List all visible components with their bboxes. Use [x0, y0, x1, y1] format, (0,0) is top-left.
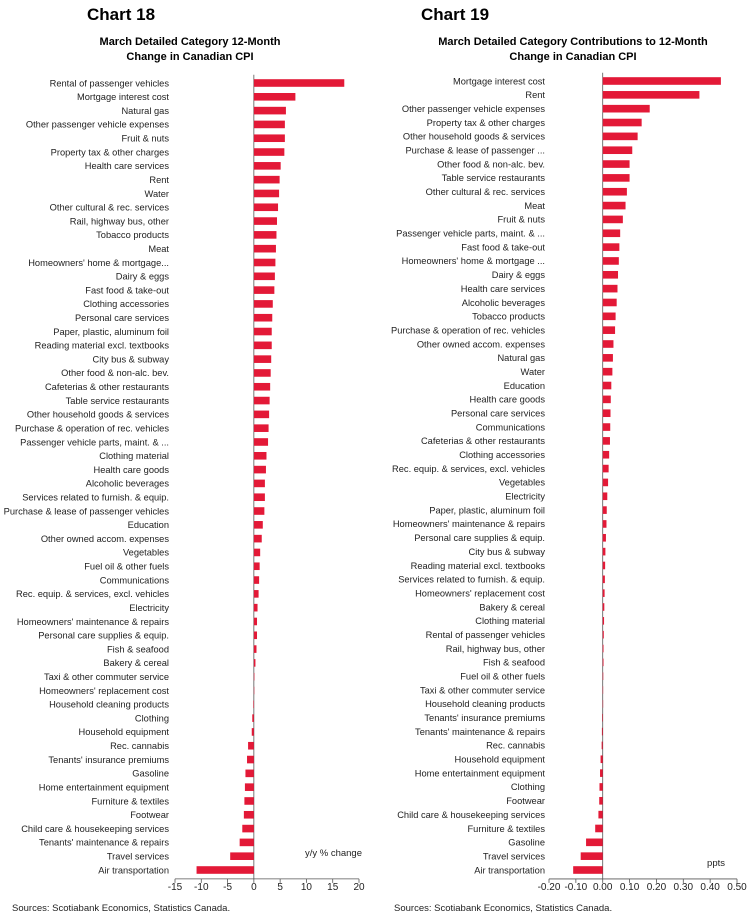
- chart19-bar: [603, 340, 614, 348]
- chart19-x-tick-label: 0.10: [619, 882, 640, 893]
- chart19-category-label: Clothing: [510, 782, 545, 793]
- chart18-category-label: Health care services: [84, 161, 169, 172]
- chart19-bar: [603, 492, 608, 500]
- chart19-bar: [602, 728, 603, 736]
- chart19-category-label: Homeowners' replacement cost: [415, 588, 545, 599]
- chart18-category-label: Education: [127, 520, 169, 531]
- chart19-bar: [603, 119, 642, 127]
- chart18-bar: [254, 203, 278, 211]
- chart19-bar: [603, 174, 630, 182]
- chart18-category-label: Other passenger vehicle expenses: [25, 119, 169, 130]
- chart19-bar: [599, 797, 602, 805]
- chart18-category-label: Fish & seafood: [106, 644, 169, 655]
- chart18-bar: [230, 852, 254, 860]
- chart19-category-label: Household equipment: [454, 754, 545, 765]
- chart19-bar: [602, 714, 603, 722]
- chart18-category-label: Meat: [148, 243, 169, 254]
- chart19-category-label: Household cleaning products: [425, 699, 545, 710]
- chart19-bar: [603, 216, 623, 224]
- chart18-bar: [254, 176, 280, 184]
- chart18-bar: [254, 134, 285, 142]
- chart18-bar: [245, 783, 254, 791]
- chart18-bar: [254, 355, 271, 363]
- chart19-x-tick-label: 0.00: [592, 882, 613, 893]
- chart18-bar: [253, 701, 254, 709]
- chart19-category-label: Home entertainment equipment: [414, 768, 545, 779]
- chart18-category-label: Rail, highway bus, other: [69, 216, 169, 227]
- chart18-bar: [254, 424, 269, 432]
- chart18-bar: [254, 535, 262, 543]
- chart18-category-label: Table service restaurants: [65, 395, 169, 406]
- chart19-bar: [603, 631, 604, 639]
- chart18-category-label: Tenants' insurance premiums: [48, 754, 169, 765]
- chart19-bar: [603, 91, 700, 99]
- chart18-bar: [254, 521, 263, 529]
- chart18-category-label: Fruit & nuts: [121, 133, 169, 144]
- chart18-category-label: Tenants' maintenance & repairs: [39, 837, 169, 848]
- chart19-bar: [599, 783, 602, 791]
- chart19-category-label: Mortgage interest cost: [453, 76, 545, 87]
- chart19-category-label: Tobacco products: [472, 311, 545, 322]
- chart19-title-line2: Change in Canadian CPI: [509, 51, 637, 63]
- chart18-category-label: Cafeterias & other restaurants: [44, 382, 169, 393]
- chart19-category-label: Rail, highway bus, other: [445, 643, 545, 654]
- chart18-category-label: Homeowners' home & mortgage...: [28, 257, 169, 268]
- chart19-category-label: Reading material excl. textbooks: [410, 560, 545, 571]
- chart19-category-label: Fuel oil & other fuels: [460, 671, 545, 682]
- chart18-category-label: Furniture & textiles: [91, 796, 169, 807]
- chart19-bar: [603, 229, 620, 237]
- chart18-x-tick-label: -5: [223, 882, 233, 893]
- chart18-category-label: Fast food & take-out: [85, 285, 169, 296]
- chart19-bar: [603, 382, 612, 390]
- chart18-category-label: Household equipment: [78, 727, 169, 738]
- chart18-category-label: Rental of passenger vehicles: [49, 78, 169, 89]
- chart18-bar: [254, 328, 272, 336]
- chart18-category-label: City bus & subway: [92, 354, 169, 365]
- chart19-heading: Chart 19: [421, 5, 490, 24]
- chart19-category-label: Alcoholic beverages: [461, 297, 545, 308]
- chart18-bar: [242, 825, 254, 833]
- chart18-unit-label: y/y % change: [304, 848, 362, 859]
- chart19-category-label: Furniture & textiles: [467, 823, 545, 834]
- chart19-category-label: Bakery & cereal: [479, 602, 545, 613]
- chart19-bar: [603, 243, 620, 251]
- chart19-bar: [603, 465, 609, 473]
- chart18-bar: [240, 839, 254, 847]
- chart19-bar: [603, 396, 611, 404]
- chart18-category-label: Services related to furnish. & equip.: [22, 492, 169, 503]
- chart19-category-label: Personal care supplies & equip.: [414, 533, 545, 544]
- chart19-category-label: Table service restaurants: [441, 173, 545, 184]
- chart18-bar: [254, 190, 279, 198]
- chart18-category-label: Household cleaning products: [49, 699, 169, 710]
- chart18-bar: [254, 121, 285, 129]
- chart19-category-label: Other owned accom. expenses: [416, 339, 545, 350]
- chart19-bar: [603, 451, 609, 459]
- chart18-category-label: Reading material excl. textbooks: [34, 340, 169, 351]
- chart19-bar: [603, 77, 721, 85]
- chart18-bar: [244, 811, 254, 819]
- chart19-category-label: Vegetables: [498, 477, 545, 488]
- chart19-bar: [603, 562, 605, 570]
- chart19-bar: [603, 576, 605, 584]
- chart18-category-label: Rec. equip. & services, excl. vehicles: [16, 589, 169, 600]
- chart19-unit-label: ppts: [707, 858, 725, 869]
- chart18-bar: [254, 162, 281, 170]
- chart19-bar: [603, 520, 607, 528]
- chart19-bar: [603, 589, 605, 597]
- chart19-bar: [581, 852, 603, 860]
- chart18-category-label: Property tax & other charges: [50, 147, 169, 158]
- chart19-bar: [603, 146, 633, 154]
- chart19-bar: [603, 354, 613, 362]
- chart19-category-label: Water: [520, 366, 545, 377]
- chart18-category-label: Electricity: [129, 602, 169, 613]
- chart18-bar: [254, 79, 344, 87]
- chart19-bar: [603, 672, 604, 680]
- chart19-category-label: Rental of passenger vehicles: [425, 629, 545, 640]
- chart18-bar: [254, 411, 269, 419]
- chart19-bar: [573, 866, 603, 874]
- chart19-category-label: Electricity: [505, 491, 545, 502]
- chart19-category-label: Purchase & operation of rec. vehicles: [391, 325, 545, 336]
- chart18-bar: [254, 107, 286, 115]
- chart19-category-label: Property tax & other charges: [426, 117, 545, 128]
- chart18-category-label: Water: [144, 188, 169, 199]
- chart18-bar: [252, 728, 254, 736]
- chart19-bar: [603, 299, 617, 307]
- chart18-bar: [254, 466, 266, 474]
- chart18-x-tick-label: 20: [353, 882, 365, 893]
- chart19-category-label: Fruit & nuts: [497, 214, 545, 225]
- chart19-category-label: Gasoline: [508, 837, 545, 848]
- chart18-bar: [254, 245, 276, 253]
- chart19-bar: [603, 285, 618, 293]
- chart18-bar: [254, 93, 296, 101]
- chart18-category-label: Communications: [99, 575, 169, 586]
- chart19-x-tick-label: 0.50: [727, 882, 747, 893]
- chart19-x-tick-label: 0.40: [700, 882, 720, 893]
- chart19-bar: [595, 825, 603, 833]
- chart19-category-label: Purchase & lease of passenger ...: [405, 145, 545, 156]
- chart18-category-label: Other food & non-alc. bev.: [61, 368, 169, 379]
- chart18-bar: [254, 645, 257, 653]
- chart19-category-label: Education: [503, 380, 545, 391]
- chart19-category-label: Clothing accessories: [459, 450, 545, 461]
- chart18-bar: [248, 742, 254, 750]
- chart18-category-label: Gasoline: [132, 768, 169, 779]
- chart18-category-label: Personal care services: [74, 313, 169, 324]
- chart19-category-label: Services related to furnish. & equip.: [398, 574, 545, 585]
- chart19-category-label: Other food & non-alc. bev.: [437, 159, 545, 170]
- chart18-bar: [254, 549, 260, 557]
- chart19-category-label: Passenger vehicle parts, maint. & ...: [396, 228, 545, 239]
- chart19-category-label: Homeowners' maintenance & repairs: [392, 519, 545, 530]
- chart18-category-label: Child care & housekeeping services: [21, 823, 169, 834]
- chart19-category-label: Rec. equip. & services, excl. vehicles: [392, 463, 545, 474]
- chart19-category-label: Meat: [524, 200, 545, 211]
- chart19-category-label: Taxi & other commuter service: [419, 685, 545, 696]
- chart19-bar: [603, 409, 611, 417]
- chart18-category-label: Rec. cannabis: [110, 741, 169, 752]
- chart19-category-label: Personal care services: [450, 408, 545, 419]
- chart19-bar: [603, 188, 627, 196]
- chart18-category-label: Dairy & eggs: [115, 271, 169, 282]
- chart18-bar: [254, 493, 265, 501]
- chart18-category-label: Mortgage interest cost: [77, 92, 169, 103]
- chart19-category-label: Clothing material: [475, 616, 545, 627]
- chart19-category-label: Tenants' insurance premiums: [424, 713, 545, 724]
- chart18-bar: [254, 576, 259, 584]
- chart19-title-line1: March Detailed Category Contributions to 12-Month: [438, 36, 708, 48]
- chart18-bar: [254, 659, 256, 667]
- chart18-bar: [254, 590, 259, 598]
- chart18-category-label: Clothing: [134, 713, 169, 724]
- chart19-category-label: Natural gas: [497, 353, 545, 364]
- chart18-bar: [254, 480, 265, 488]
- chart19-category-label: Other cultural & rec. services: [425, 187, 545, 198]
- chart19-category-label: Other household goods & services: [402, 131, 545, 142]
- chart18-bar: [254, 507, 265, 515]
- chart19-bar: [601, 755, 603, 763]
- chart19-category-label: Communications: [475, 422, 545, 433]
- chart19-bar: [603, 659, 604, 667]
- chart19-bar: [603, 603, 605, 611]
- chart19-category-label: Tenants' maintenance & repairs: [415, 726, 545, 737]
- chart19-bar: [586, 839, 603, 847]
- chart18-category-label: Purchase & operation of rec. vehicles: [15, 423, 169, 434]
- chart18-bar: [254, 562, 260, 570]
- chart18-bar: [245, 770, 253, 778]
- chart18-bar: [247, 756, 254, 764]
- chart18-bar: [254, 604, 258, 612]
- chart19-bar: [603, 617, 604, 625]
- chart19-category-label: Rent: [525, 90, 545, 101]
- chart18-category-label: Rent: [149, 174, 169, 185]
- chart18-bar: [254, 259, 276, 267]
- chart18-bar: [254, 673, 255, 681]
- chart19-category-label: Travel services: [482, 851, 545, 862]
- chart19-bar: [603, 506, 607, 514]
- chart18-x-tick-label: 10: [300, 882, 312, 893]
- chart18-category-label: Purchase & lease of passenger vehicles: [3, 506, 169, 517]
- chart19-bar: [603, 202, 626, 210]
- chart19-category-label: Dairy & eggs: [491, 270, 545, 281]
- chart19-bar: [603, 548, 606, 556]
- chart19-x-tick-label: -0.10: [564, 882, 588, 893]
- chart19-category-label: Air transportation: [474, 865, 545, 876]
- chart18-title-line1: March Detailed Category 12-Month: [99, 36, 281, 48]
- chart18-category-label: Home entertainment equipment: [38, 782, 169, 793]
- chart19-bar: [603, 271, 618, 279]
- chart19-bar: [603, 160, 630, 168]
- chart18-category-label: Alcoholic beverages: [85, 478, 169, 489]
- chart18-bar: [197, 866, 254, 874]
- chart18-category-label: Other household goods & services: [26, 409, 169, 420]
- chart19-category-label: Other passenger vehicle expenses: [401, 103, 545, 114]
- chart18-category-label: Bakery & cereal: [103, 658, 169, 669]
- chart19-category-label: Health care goods: [469, 394, 545, 405]
- chart18-bar: [244, 797, 253, 805]
- chart18-x-tick-label: 0: [251, 882, 257, 893]
- chart19-category-label: Cafeterias & other restaurants: [420, 436, 545, 447]
- chart19-bar: [603, 368, 613, 376]
- chart19-category-label: Child care & housekeeping services: [397, 809, 545, 820]
- chart19-bar: [600, 769, 603, 777]
- chart19-category-label: Fast food & take-out: [461, 242, 545, 253]
- chart18-bar: [254, 148, 284, 156]
- chart19-category-label: Homeowners' home & mortgage ...: [401, 256, 545, 267]
- chart18-bar: [254, 631, 257, 639]
- chart19-x-tick-label: -0.20: [537, 882, 561, 893]
- chart19-bar: [603, 257, 619, 265]
- chart19-bar: [603, 313, 616, 321]
- chart18-category-label: Clothing material: [99, 451, 169, 462]
- chart19-bar: [603, 645, 604, 653]
- chart18-bar: [254, 231, 277, 239]
- chart18-x-tick-label: -10: [194, 882, 209, 893]
- chart18-x-tick-label: 5: [277, 882, 283, 893]
- chart18-category-label: Taxi & other commuter service: [43, 672, 169, 683]
- chart18-category-label: Natural gas: [121, 105, 169, 116]
- chart18-bar: [254, 286, 275, 294]
- chart19-bar: [603, 133, 638, 141]
- chart19-bar: [602, 742, 603, 750]
- chart18-bar: [254, 383, 270, 391]
- chart18-bar: [254, 369, 271, 377]
- chart18-source: Sources: Scotiabank Economics, Statistics Canada.: [12, 903, 231, 914]
- chart18-category-label: Vegetables: [122, 547, 169, 558]
- chart19-category-label: Health care services: [460, 283, 545, 294]
- chart18-x-tick-label: 15: [327, 882, 339, 893]
- chart18-bar: [254, 452, 267, 460]
- chart18-category-label: Clothing accessories: [83, 299, 169, 310]
- chart18-bar: [254, 438, 268, 446]
- chart18-bar: [254, 397, 270, 405]
- chart18-category-label: Homeowners' replacement cost: [39, 685, 169, 696]
- chart18-category-label: Footwear: [130, 810, 169, 821]
- chart19-bar: [603, 423, 611, 431]
- chart18-bar: [254, 273, 275, 281]
- chart18-bar: [254, 217, 277, 225]
- chart18-bar: [254, 300, 273, 308]
- chart18-category-label: Paper, plastic, aluminum foil: [53, 326, 169, 337]
- chart18-bar: [254, 618, 257, 626]
- chart18-category-label: Tobacco products: [96, 230, 169, 241]
- chart18-bar: [254, 314, 272, 322]
- chart18-category-label: Air transportation: [98, 865, 169, 876]
- chart19-category-label: Fish & seafood: [482, 657, 545, 668]
- chart19-category-label: Rec. cannabis: [486, 740, 545, 751]
- chart18-category-label: Personal care supplies & equip.: [38, 630, 169, 641]
- chart18-heading: Chart 18: [87, 5, 156, 24]
- chart19-category-label: City bus & subway: [468, 546, 545, 557]
- chart18-category-label: Fuel oil & other fuels: [84, 561, 169, 572]
- chart19-bar: [603, 105, 650, 113]
- chart19-bar: [598, 811, 602, 819]
- chart18-category-label: Other owned accom. expenses: [40, 533, 169, 544]
- chart19-x-tick-label: 0.30: [673, 882, 694, 893]
- chart18-bar: [252, 714, 254, 722]
- chart18-category-label: Homeowners' maintenance & repairs: [16, 616, 169, 627]
- chart18-category-label: Passenger vehicle parts, maint. & ...: [20, 437, 169, 448]
- chart19-bar: [603, 326, 615, 334]
- chart19-source: Sources: Scotiabank Economics, Statistics Canada.: [394, 903, 613, 914]
- chart18-title-line2: Change in Canadian CPI: [126, 51, 254, 63]
- chart18-category-label: Travel services: [106, 851, 169, 862]
- chart18-x-tick-label: -15: [167, 882, 183, 893]
- chart19-x-tick-label: 0.20: [646, 882, 667, 893]
- chart19-bar: [603, 479, 608, 487]
- chart19-bar: [603, 437, 610, 445]
- chart18-category-label: Other cultural & rec. services: [49, 202, 169, 213]
- chart19-category-label: Paper, plastic, aluminum foil: [429, 505, 545, 516]
- chart18-bar: [254, 342, 272, 350]
- chart19-category-label: Footwear: [506, 796, 545, 807]
- chart18-category-label: Health care goods: [93, 464, 169, 475]
- chart19-bar: [603, 534, 606, 542]
